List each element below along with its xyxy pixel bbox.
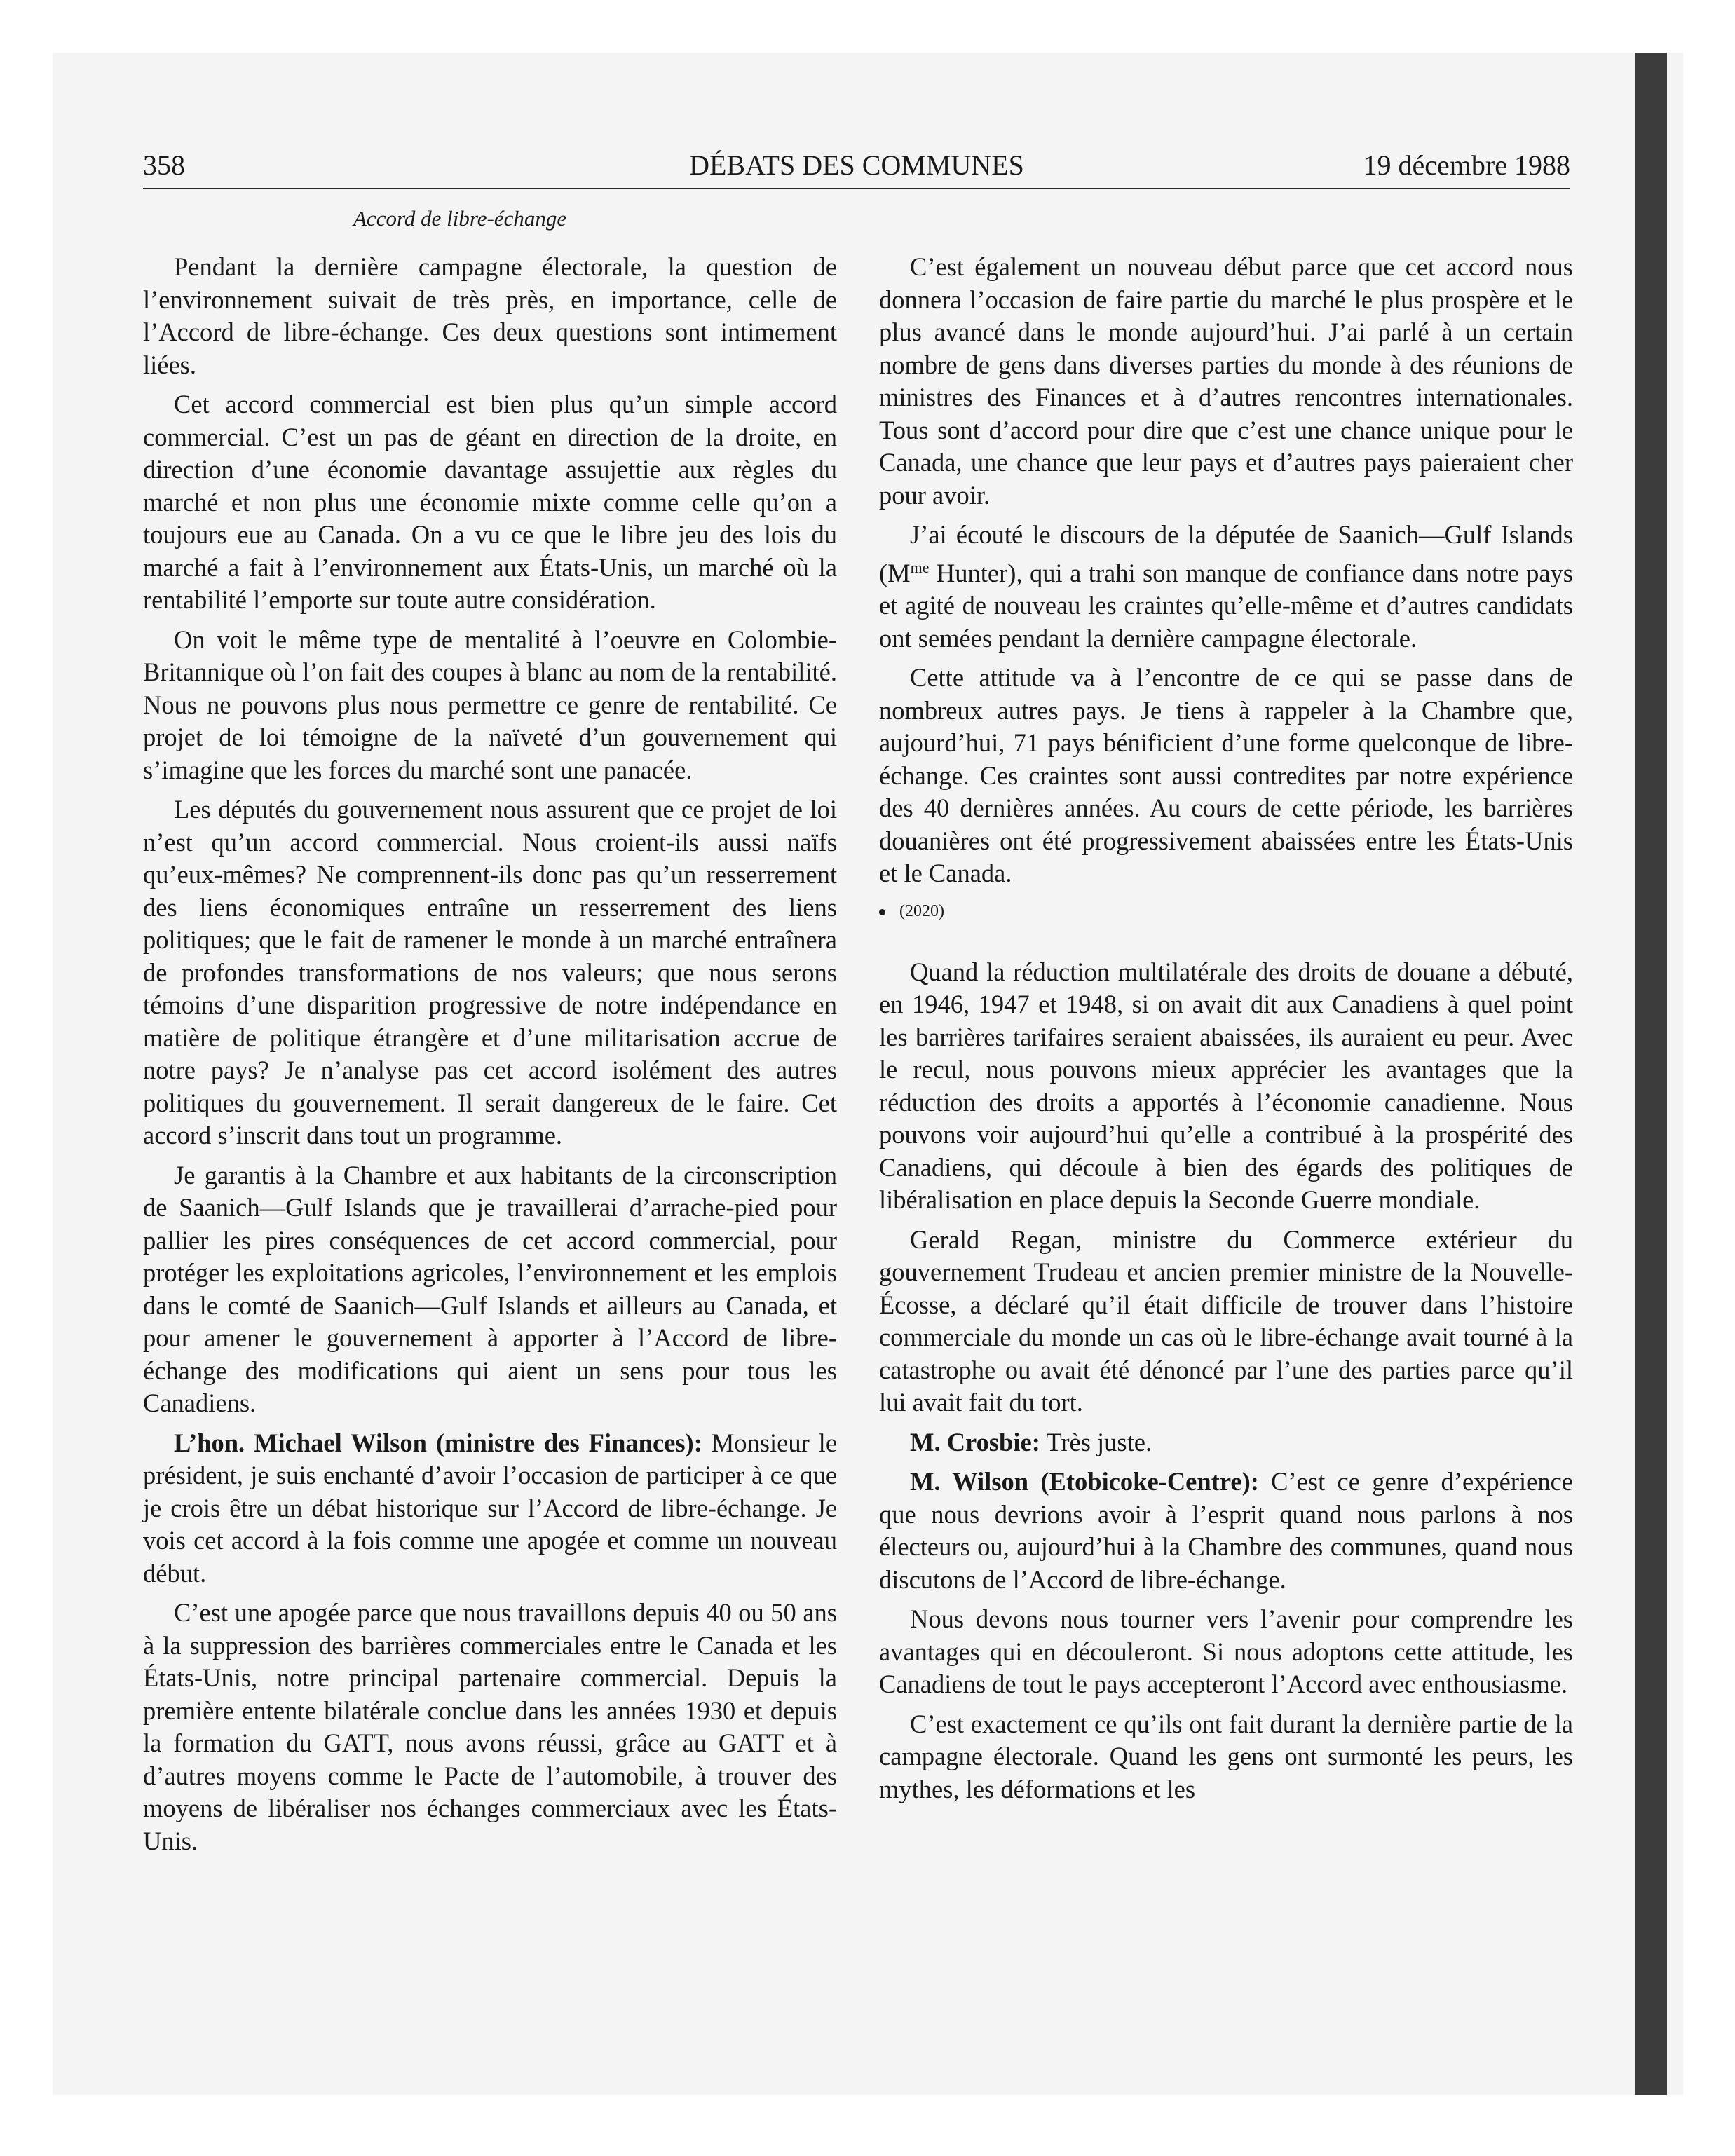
header-rule xyxy=(143,188,1570,189)
paragraph: Quand la réduction multilatérale des droits de douane a débuté, en 1946, 1947 et 1948, si on avait dit aux Canadiens à quel point les barrières tarifaires seraient abaissées, ils auraient eu peur. Avec le recul, nous pouvons mieux apprécier les avantages que la réduction des droits a apportés à l’économie canadienne. Nous pouvons voir aujourd’hui qu’elle a contribué à la prospérité des Canadiens, qui découle à bien des égards des politiques de libéralisation en place depuis la Seconde Guerre mondiale. xyxy=(879,957,1573,1215)
hansard-page xyxy=(143,147,1573,1855)
paragraph-text: J’ai écouté le discours de la députée de Saanich—Gulf Islands (M xyxy=(879,520,1573,587)
speaker-name: M. Wilson (Etobicoke-Centre): xyxy=(910,1467,1259,1496)
timestamp-text: (2020) xyxy=(899,901,944,920)
page-header xyxy=(143,147,1570,184)
paragraph-text: Hunter), qui a trahi son manque de confiance dans notre pays et agité de nouveau les craintes qu’elle-même et d’autres candidats ont semées pendant la dernière campagne électorale. xyxy=(879,558,1573,653)
journal-title: DÉBATS DES COMMUNES xyxy=(689,149,1024,181)
paragraph: Pendant la dernière campagne électorale, la question de l’environnement suivait de très près, en importance, celle de l’Accord de libre-échange. Ces deux questions sont intimement liées. xyxy=(143,252,837,379)
paragraph: C’est également un nouveau début parce que cet accord nous donnera l’occasion de faire partie du marché le plus prospère et le plus avancé dans le monde aujourd’hui. J’ai parlé à un certain nombre de gens dans diverses parties du monde à des réunions de ministres des Finances et à d’autres rencontres internationales. Tous sont d’accord pour dire que c’est une chance unique pour le Canada, une chance que leur pays et d’autres pays paieraient cher pour avoir. xyxy=(879,252,1573,510)
paragraph: C’est une apogée parce que nous travaillons depuis 40 ou 50 ans à la suppression des barrières commerciales entre le Canada et les États-Unis, notre principal partenaire commercial. Depuis la première entente bilatérale conclue dans les années 1930 et depuis la formation du GATT, nous avons réussi, grâce au GATT et à d’autres moyens comme le Pacte de l’automobile, à trouver des moyens de libéraliser nos échanges commerciaux avec les États-Unis. xyxy=(143,1598,837,1855)
paragraph: Cette attitude va à l’encontre de ce qui se passe dans de nombreux autres pays. Je tiens à rappeler à la Chambre que, aujourd’hui, 71 pays bénificient d’une forme quelconque de libre-échange. Ces craintes sont aussi contredites par notre expérience des 40 dernières années. Au cours de cette période, les barrières douanières ont été progressivement abaissées entre les États-Unis et le Canada. xyxy=(879,663,1573,888)
subject-heading: Accord de libre-échange xyxy=(353,206,567,231)
speaker-name: M. Crosbie: xyxy=(910,1427,1040,1456)
paragraph xyxy=(879,519,1573,655)
speech-text: C’est ce genre d’expérience que nous devrions avoir à l’esprit quand nous parlons à nos électeurs ou, aujourd’hui à la Chambre des communes, quand nous discutons de l’Accord de libre-échange. xyxy=(879,1467,1573,1594)
speech-text: Très juste. xyxy=(1040,1427,1152,1456)
honorific-superscript: me xyxy=(910,558,930,576)
left-column xyxy=(143,251,837,1864)
speech-paragraph xyxy=(879,1466,1573,1596)
speaker-name: L’hon. Michael Wilson (ministre des Finances): xyxy=(174,1428,702,1457)
page-number: 358 xyxy=(143,149,185,181)
paragraph: Les députés du gouvernement nous assurent que ce projet de loi n’est qu’un accord commercial. Nous croient-ils aussi naïfs qu’eux-mêmes? Ne comprennent-ils donc pas qu’un resserrement des liens économiques entraîne un resserrement des liens politiques; que le fait de ramener le monde à un marché entraînera de profondes transformations de nos valeurs; que nous serons témoins d’une disparition progressive de notre indépendance en matière de politique étrangère et d’une militarisation accrue de notre pays? Je n’analyse pas cet accord isolément des autres politiques du gouvernement. Il serait dangereux de le faire. Cet accord s’inscrit dans tout un programme. xyxy=(143,795,837,1149)
paragraph: Je garantis à la Chambre et aux habitants de la circonscription de Saanich—Gulf Islands que je travaillerai d’arrache-pied pour pallier les pires conséquences de cet accord commercial, pour protéger les exploitations agricoles, l’environnement et les emplois dans le comté de Saanich—Gulf Islands et ailleurs au Canada, et pour amener le gouvernement à apporter à l’Accord de libre-échange des modifications qui aient un sens pour tous les Canadiens. xyxy=(143,1160,837,1417)
paragraph: Nous devons nous tourner vers l’avenir pour comprendre les avantages qui en découleront. Si nous adoptons cette attitude, les Canadiens de tout le pays accepteront l’Accord avec enthousiasme. xyxy=(879,1604,1573,1699)
paragraph: Gerald Regan, ministre du Commerce extérieur du gouvernement Trudeau et ancien premier ministre de la Nouvelle-Écosse, a déclaré qu’il était difficile de trouver dans l’histoire commerciale du monde un cas où le libre-échange avait tourné à la catastrophe ou avait été dénoncé par l’une des parties parce qu’il lui avait fait du tort. xyxy=(879,1224,1573,1417)
right-column xyxy=(879,251,1573,1813)
scan-dark-edge xyxy=(1635,53,1667,2095)
page-date: 19 décembre 1988 xyxy=(1363,149,1570,181)
bullet-icon xyxy=(879,909,885,915)
time-marker xyxy=(879,897,1573,925)
paragraph: On voit le même type de mentalité à l’oeuvre en Colombie-Britannique où l’on fait des coupes à blanc au nom de la rentabilité. Nous ne pouvons plus nous permettre ce genre de rentabilité. Ce projet de loi témoigne de la naïveté d’un gouvernement qui s’imagine que les forces du marché sont une panacée. xyxy=(143,625,837,784)
speech-paragraph xyxy=(879,1426,1573,1459)
speech-paragraph xyxy=(143,1427,837,1590)
paragraph: Cet accord commercial est bien plus qu’un simple accord commercial. C’est un pas de géant en direction de la droite, en direction d’une économie davantage assujettie aux règles du marché et non plus une économie mixte comme celle qu’on a toujours eue au Canada. On a vu ce que le libre jeu des lois du marché a fait à l’environnement aux États-Unis, un marché où la rentabilité l’emporte sur toute autre considération. xyxy=(143,390,837,614)
paragraph: C’est exactement ce qu’ils ont fait durant la dernière partie de la campagne électorale. Quand les gens ont surmonté les peurs, les mythes, les déformations et les xyxy=(879,1709,1573,1803)
speech-text: Monsieur le président, je suis enchanté d’avoir l’occasion de participer à ce que je crois être un débat historique sur l’Accord de libre-échange. Je vois cet accord à la fois comme une apogée et comme un nouveau début. xyxy=(143,1428,838,1588)
